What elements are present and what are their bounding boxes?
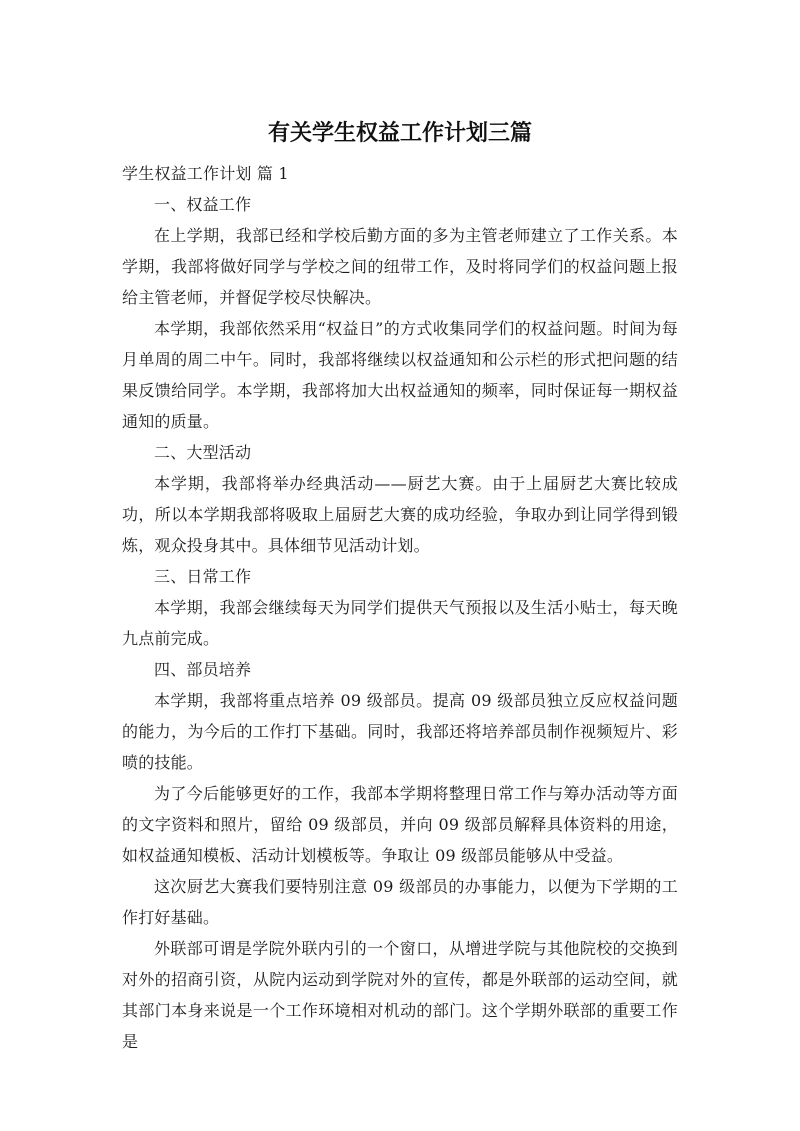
section-heading: 四、部员培养 [154, 660, 252, 679]
section-heading: 二、大型活动 [154, 443, 252, 462]
document-title: 有关学生权益工作计划三篇 [267, 121, 532, 146]
paragraph: 在上学期，我部已经和学校后勤方面的多为主管老师建立了工作关系。本学期，我部将做好同学与学校之间的纽带工作，及时将同学们的权益问题上报给主管老师，并督促学校尽快解决。 [122, 226, 678, 307]
section-heading: 三、日常工作 [154, 567, 252, 586]
section-heading: 一、权益工作 [154, 195, 252, 214]
paragraph: 这次厨艺大赛我们要特别注意 09 级部员的办事能力，以便为下学期的工作打好基础。 [122, 877, 678, 927]
section-subtitle: 学生权益工作计划 篇 1 [122, 164, 289, 183]
paragraph: 本学期，我部依然采用“权益日”的方式收集同学们的权益问题。时间为每月单周的周二中午。同时，我部将继续以权益通知和公示栏的形式把问题的结果反馈给同学。本学期，我部将加大出权益通知的频率，同时保证每一期权益通知的质量。 [122, 319, 678, 431]
paragraph: 本学期，我部将重点培养 09 级部员。提高 09 级部员独立反应权益问题的能力，为今后的工作打下基础。同时，我部还将培养部员制作视频短片、彩喷的技能。 [122, 691, 678, 772]
paragraph: 本学期，我部将举办经典活动——厨艺大赛。由于上届厨艺大赛比较成功，所以本学期我部将吸取上届厨艺大赛的成功经验，争取办到让同学得到锻炼，观众投身其中。具体细节见活动计划。 [122, 474, 678, 555]
paragraph: 为了今后能够更好的工作，我部本学期将整理日常工作与筹办活动等方面的文字资料和照片，留给 09 级部员，并向 09 级部员解释具体资料的用途，如权益通知模板、活动计划模板等。争取让 09 级部员能够从中受益。 [122, 784, 678, 865]
paragraph: 本学期，我部会继续每天为同学们提供天气预报以及生活小贴士，每天晚九点前完成。 [122, 598, 678, 648]
document-body [122, 158, 678, 1057]
paragraph: 外联部可谓是学院外联内引的一个窗口，从增进学院与其他院校的交换到对外的招商引资，从院内运动到学院对外的宣传，都是外联部的运动空间，就其部门本身来说是一个工作环境相对机动的部门。这个学期外联部的重要工作是 [122, 939, 678, 1051]
